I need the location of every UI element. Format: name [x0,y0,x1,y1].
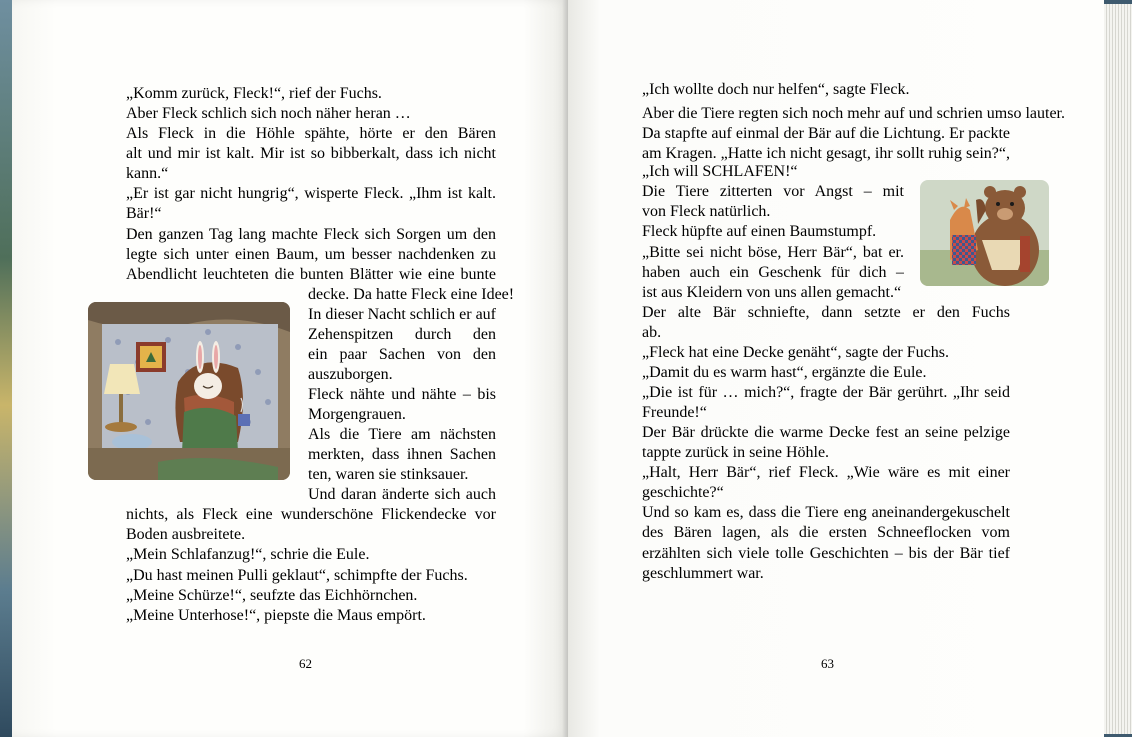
text-line: „Ich will SCHLAFEN!“ [642,163,798,180]
text-line: Als die Tiere am nächsten [308,426,496,443]
text-line: „Bitte sei nicht böse, Herr Bär“, bat er. [642,244,904,261]
page-stack-edge [1104,4,1132,734]
text-line: Die Tiere zitterten vor Angst – mit [642,183,904,200]
text-line: ein paar Sachen von den [308,346,496,363]
text-line: Morgengrauen. [308,406,406,423]
text-line: nichts, als Fleck eine wunderschöne Flickendecke vor [126,506,496,523]
text-line: Da stapfte auf einmal der Bär auf die Lichtung. Er packte [642,125,1010,142]
text-line: Fleck hüpfte auf einen Baumstumpf. [642,223,877,240]
page-number-right: 63 [821,656,834,671]
text-line: Zehenspitzen durch den [308,326,496,343]
text-line: erzählten sich viele tolle Geschichten – bis der Bär tief [642,545,1010,562]
text-line: Fleck nähte und nähte – bis [308,386,496,403]
text-line: alt und mir ist kalt. Mir ist so bibberkalt, dass ich nicht [126,145,496,162]
text-line: Der alte Bär schniefte, dann setzte er den Fuchs [642,304,1010,321]
illustration-bear-fox [920,180,1049,286]
text-line: tappte zurück in seine Höhle. [642,444,830,461]
text-line: am Kragen. „Hatte ich nicht gesagt, ihr sollt ruhig sein?“, [642,145,1010,162]
illustration-rabbit-armchair [88,302,290,480]
text-line: Und so kam es, dass die Tiere eng aneinandergekuschelt [642,504,1010,521]
text-line: haben auch ein Geschenk für dich – [642,264,904,281]
text-line: Als Fleck in die Höhle spähte, hörte er den Bären [126,125,496,142]
text-line: „Meine Schürze!“, seufzte das Eichhörnchen. [126,587,418,604]
text-line: „Die ist für … mich?“, fragte der Bär gerührt. „Ihr seid [642,384,1010,401]
text-line: „Ich wollte doch nur helfen“, sagte Fleck. [642,81,910,98]
text-line: auszuborgen. [308,366,393,383]
text-line: von Fleck natürlich. [642,203,771,220]
text-line: kann.“ [126,165,169,182]
text-line: Aber die Tiere regten sich noch mehr auf und schrien umso lauter. [642,105,1065,122]
text-line: Aber Fleck schlich sich noch näher heran … [126,105,411,122]
text-line: legte sich unter einen Baum, um besser nachdenken zu [126,246,496,263]
text-line: „Du hast meinen Pulli geklaut“, schimpfte der Fuchs. [126,567,468,584]
text-line: Bär!“ [126,205,162,222]
text-line: „Halt, Herr Bär“, rief Fleck. „Wie wäre es mit einer [642,464,1010,481]
text-line: des Bären lagen, als die ersten Schneeflocken vom [642,524,1010,541]
text-line: „Fleck hat eine Decke genäht“, sagte der Fuchs. [642,344,949,361]
text-line: geschichte?“ [642,484,724,501]
bear-fox-picture [920,180,1049,286]
page-number-left: 62 [299,656,312,671]
text-line: In dieser Nacht schlich er auf [308,306,496,323]
text-line: Abendlicht leuchteten die bunten Blätter wie eine bunte [126,266,496,283]
text-line: „Er ist gar nicht hungrig“, wisperte Fleck. „Ihm ist kalt. [126,185,496,202]
text-line: ab. [642,324,662,341]
text-line: „Komm zurück, Fleck!“, rief der Fuchs. [126,85,382,102]
text-line: Boden ausbreitete. [126,526,246,543]
text-line: geschlummert war. [642,565,764,582]
text-line: „Damit du es warm hast“, ergänzte die Eule. [642,364,927,381]
text-line: Der Bär drückte die warme Decke fest an seine pelzige [642,424,1010,441]
rabbit-armchair-picture [88,302,290,480]
text-line: „Mein Schlafanzug!“, schrie die Eule. [126,546,370,563]
text-line: ist aus Kleidern von uns allen gemacht.“ [642,284,902,301]
text-line: Und daran änderte sich auch [308,486,496,503]
text-line: Freunde!“ [642,404,707,421]
text-line: decke. Da hatte Fleck eine Idee! [308,286,515,303]
text-line: „Meine Unterhose!“, piepste die Maus empört. [126,607,426,624]
text-line: merkten, dass ihnen Sachen [308,446,496,463]
text-line: ten, waren sie stinksauer. [308,466,469,483]
text-line: Den ganzen Tag lang machte Fleck sich Sorgen um den [126,226,496,243]
